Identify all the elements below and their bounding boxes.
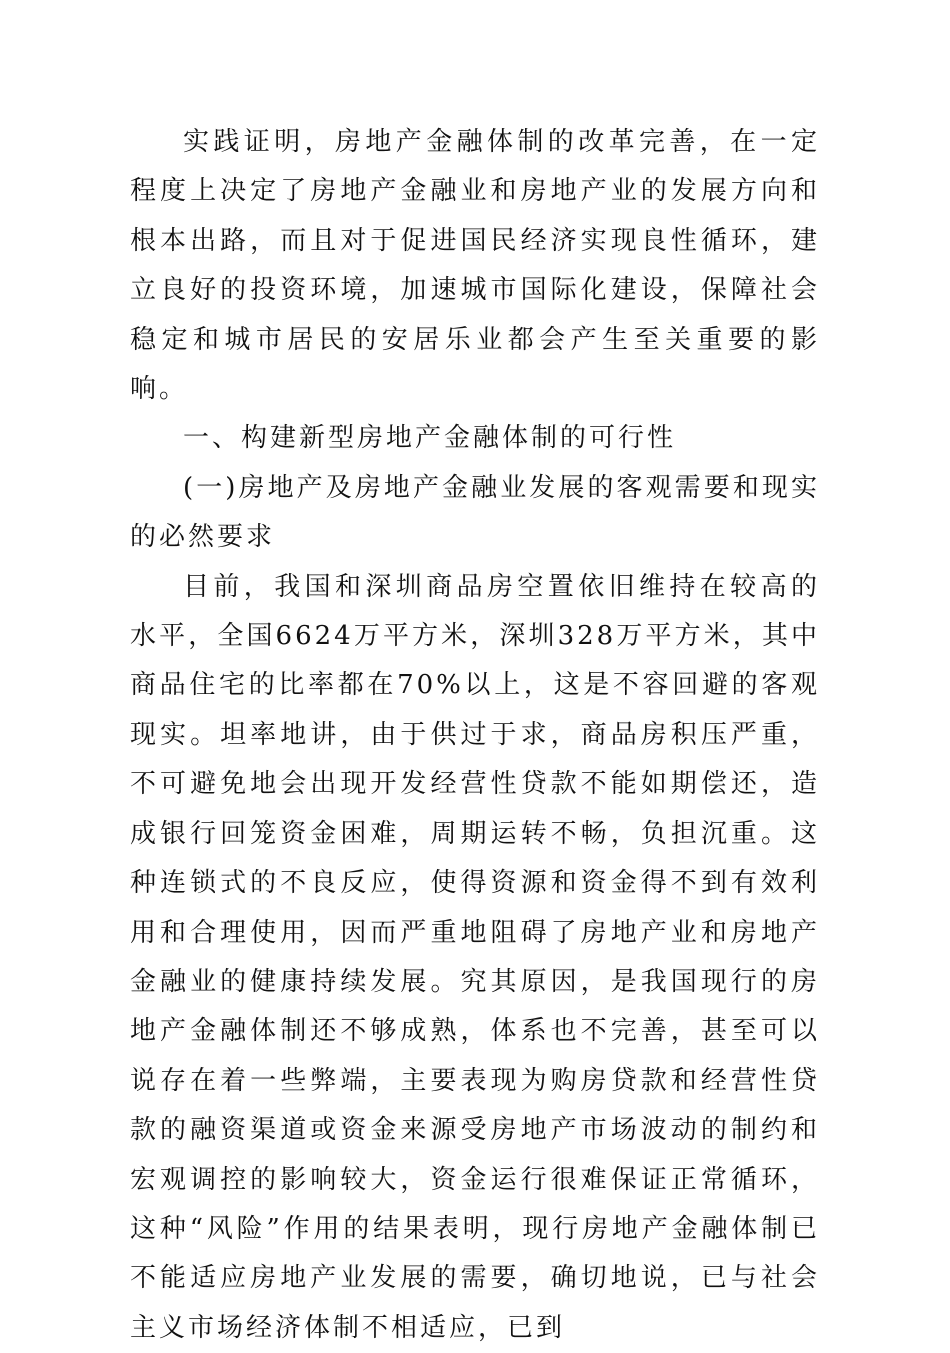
paragraph-body: 目前，我国和深圳商品房空置依旧维持在较高的水平，全国6624万平方米，深圳328万平方米，其中商品住宅的比率都在70%以上，这是不容回避的客观现实。坦率地讲，由于供过于求，商品房积压严重，不可避免地会出现开发经营性贷款不能如期偿还，造成银行回笼资金困难，周期运转不畅，负担沉重。这种连锁式的不良反应，使得资源和资金得不到有效利用和合理使用，因而严重地阻碍了房地产业和房地产金融业的健康持续发展。究其原因，是我国现行的房地产金融体制还不够成熟，体系也不完善，甚至可以说存在着一些弊端，主要表现为购房贷款和经营性贷款的融资渠道或资金来源受房地产市场波动的制约和宏观调控的影响较大，资金运行很难保证正常循环，这种“风险”作用的结果表明，现行房地产金融体制已不能适应房地产业发展的需要，确切地说，已与社会主义市场经济体制不相适应，已到: [130, 571, 820, 1343]
section-heading: 一、构建新型房地产金融体制的可行性: [183, 423, 677, 454]
subsection-heading: (一)房地产及房地产金融业发展的客观需要和现实的必然要求: [130, 472, 820, 553]
paragraph-intro: 实践证明，房地产金融体制的改革完善，在一定程度上决定了房地产金融业和房地产业的发展方向和根本出路，而且对于促进国民经济实现良性循环，建立良好的投资环境，加速城市国际化建设，保障社会稳定和城市居民的安居乐业都会产生至关重要的影响。: [130, 127, 820, 405]
document-body: [130, 118, 820, 1353]
